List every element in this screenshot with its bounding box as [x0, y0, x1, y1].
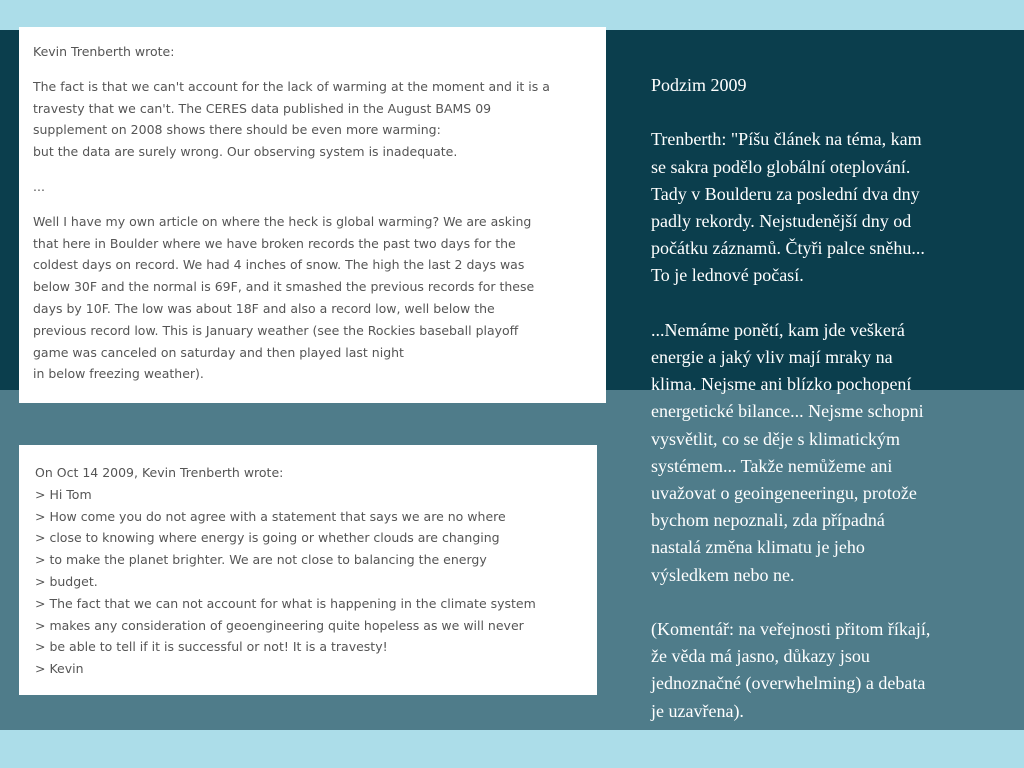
commentary-line: energetické bilance... Nejsme schopni [651, 401, 924, 422]
email-screenshot-2 [19, 445, 597, 695]
commentary-line: (Komentář: na veřejnosti přitom říkají, [651, 619, 931, 640]
commentary-line: počátku záznamů. Čtyři palce sněhu... [651, 238, 925, 259]
email2-line: > Hi Tom [35, 486, 92, 502]
bottom-stripe [0, 730, 1024, 768]
commentary-text [651, 72, 1016, 725]
top-stripe [0, 0, 1024, 30]
commentary-line: nastalá změna klimatu je jeho [651, 537, 865, 558]
email1-line: game was canceled on saturday and then played last night [33, 344, 404, 360]
email1-line: days by 10F. The low was about 18F and also a record low, well below the [33, 300, 495, 316]
email2-line: On Oct 14 2009, Kevin Trenberth wrote: [35, 465, 284, 480]
commentary-line: Trenberth: "Píšu článek na téma, kam [651, 129, 922, 150]
commentary-line: systémem... Takže nemůžeme ani [651, 455, 893, 476]
email1-line: but the data are surely wrong. Our observing system is inadequate. [33, 144, 458, 160]
commentary-line: se sakra podělo globální oteplování. [651, 156, 911, 177]
commentary-heading: Podzim 2009 [651, 75, 747, 95]
commentary-line: energie a jaký vliv mají mraky na [651, 347, 893, 367]
email2-line: > Kevin [35, 661, 84, 677]
email2-line: > be able to tell if it is successful or not! It is a travesty! [35, 639, 388, 655]
email2-line: > budget. [35, 573, 98, 589]
email2-line: > close to knowing where energy is going or whether clouds are changing [35, 530, 500, 546]
commentary-line: ...Nemáme ponětí, kam jde veškerá [651, 319, 905, 340]
email2-line: > to make the planet brighter. We are not close to balancing the energy [35, 552, 487, 568]
commentary-line: bychom nepoznali, zda případná [651, 510, 885, 531]
commentary-line: padly rekordy. Nejstudenější dny od [651, 211, 912, 231]
commentary-line: že věda má jasno, důkazy jsou [651, 646, 870, 667]
commentary-line: výsledkem nebo ne. [651, 564, 795, 585]
commentary-line: jednoznačné (overwhelming) a debata [651, 673, 926, 694]
email2-line: > How come you do not agree with a statement that says we are no where [35, 508, 506, 524]
email1-line: coldest days on record. We had 4 inches of snow. The high the last 2 days was [33, 257, 525, 273]
email1-line: Kevin Trenberth wrote: [33, 44, 175, 59]
commentary-line: To je lednové počasí. [651, 265, 804, 286]
email1-ellipsis: ... [33, 178, 45, 194]
email1-line: that here in Boulder where we have broken records the past two days for the [33, 235, 516, 251]
commentary-line: klima. Nejsme ani blízko pochopení [651, 374, 912, 395]
email1-line: previous record low. This is January weather (see the Rockies baseball playoff [33, 322, 519, 338]
email1-line: below 30F and the normal is 69F, and it smashed the previous records for these [33, 279, 535, 295]
email2-line: > The fact that we can not account for what is happening in the climate system [35, 595, 536, 611]
email1-line: Well I have my own article on where the heck is global warming? We are asking [33, 213, 532, 229]
email1-line: supplement on 2008 shows there should be even more warming: [33, 122, 441, 138]
commentary-line: je uzavřena). [651, 700, 744, 721]
commentary-line: uvažovat o geoingeneeringu, protože [651, 483, 917, 504]
email1-line: travesty that we can't. The CERES data published in the August BAMS 09 [33, 100, 492, 116]
email1-line: The fact is that we can't account for the lack of warming at the moment and it is a [33, 78, 550, 94]
commentary-line: Tady v Boulderu za poslední dva dny [651, 183, 920, 204]
email1-line: in below freezing weather). [33, 366, 204, 382]
email2-line: > makes any consideration of geoengineering quite hopeless as we will never [35, 617, 524, 633]
commentary-line: vysvětlit, co se děje s klimatickým [651, 428, 900, 449]
email-screenshot-1 [19, 27, 606, 403]
